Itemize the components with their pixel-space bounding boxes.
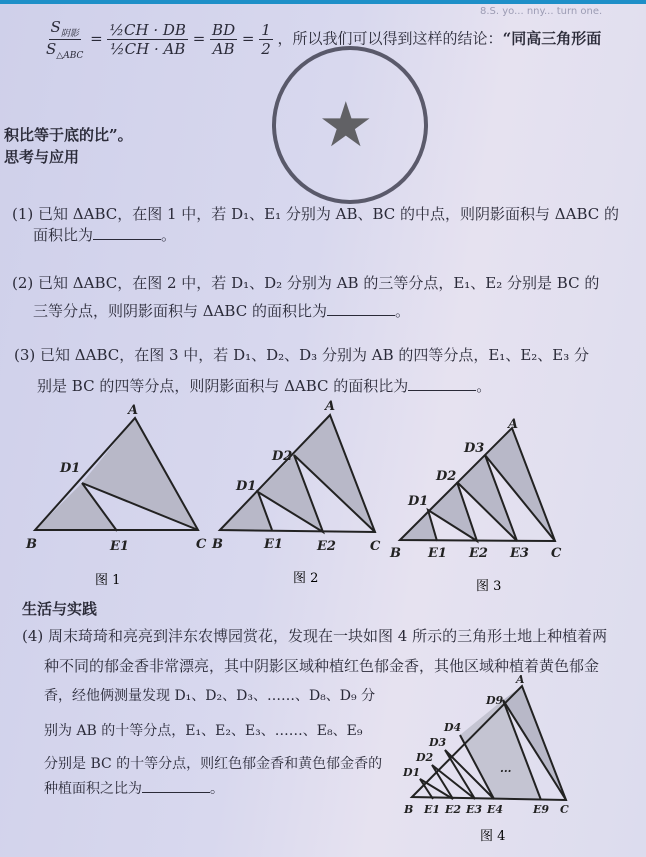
answer-blank[interactable]: [142, 780, 210, 793]
numerator: 1: [261, 21, 271, 39]
numerator: BD: [212, 21, 236, 39]
label-d2: D2: [436, 469, 457, 484]
label-a: A: [325, 399, 336, 414]
label-e2: E2: [469, 546, 488, 561]
question-4-line: 种不同的郁金香非常漂亮，其中阴影区域种植红色郁金香，其他区域种植着黄色郁金: [44, 657, 600, 675]
period: 。: [476, 377, 492, 395]
label-d1: D1: [403, 766, 421, 779]
label-a: A: [516, 673, 525, 686]
question-1: (1) 已知 ΔABC，在图 1 中，若 D₁、E₁ 分别为 AB、BC 的中点，则阴影面积与 ΔABC 的: [12, 205, 619, 223]
label-c: C: [196, 537, 207, 552]
label-e1: E1: [424, 803, 441, 816]
period: 。: [210, 781, 224, 797]
label-b: B: [26, 537, 37, 552]
label-e2: E2: [317, 539, 336, 554]
s-symbol: S: [50, 18, 61, 36]
label-e1: E1: [428, 546, 447, 561]
label-b: B: [404, 803, 414, 816]
conclusion-quote-end: 积比等于底的比”。: [4, 126, 133, 144]
label-e3: E3: [510, 546, 529, 561]
question-text: 种植面积之比为: [44, 781, 142, 797]
question-4: (4) 周末琦琦和亮亮到沣东农博园赏花，发现在一块如图 4 所示的三角形土地上种植着两: [22, 627, 608, 645]
section-title: 思考与应用: [4, 148, 80, 166]
label-e1: E1: [264, 537, 283, 552]
label-d3: D3: [464, 441, 485, 456]
label-e1: E1: [110, 539, 129, 554]
intro-text: ，所以我们可以得到这样的结论：: [277, 29, 503, 48]
label-c: C: [560, 803, 569, 816]
label-e4: E4: [487, 803, 504, 816]
label-e2: E2: [445, 803, 462, 816]
label-d1: D1: [236, 479, 257, 494]
question-4-answer: [44, 778, 224, 798]
label-b: B: [212, 537, 223, 552]
figure-1-caption: 图 1: [95, 573, 121, 588]
question-text: 面积比为: [33, 226, 94, 244]
period: 。: [161, 226, 177, 244]
label-a: A: [508, 417, 519, 432]
figure-4-caption: 图 4: [480, 829, 506, 844]
fig3-shaded: [400, 510, 437, 541]
period: 。: [394, 302, 410, 320]
question-4-line: 香，经他俩测量发现 D₁、D₂、D₃、……、D₈、D₉ 分: [44, 688, 376, 704]
label-a: A: [128, 403, 139, 418]
question-2: (2) 已知 ΔABC，在图 2 中，若 D₁、D₂ 分别为 AB 的三等分点，E₁、E₂ 分别是 BC 的: [12, 274, 600, 292]
question-text: 别是 BC 的四等分点，则阴影面积与 ΔABC 的面积比为: [37, 377, 409, 395]
label-d3: D3: [429, 736, 447, 749]
shaded-sub: 阴影: [60, 29, 79, 39]
label-e3: E3: [466, 803, 483, 816]
formula: $\frac{S_{阴影}}{S_{\triangle ABC}}$ = $\frac{\text{½CH · DB}}{\text{½CH · AB}}$ = $\frac{BD}{AB}$ = $\frac{1}{2}$ ，所以我们可以得到这样的结论：“同高三角形面: [46, 18, 602, 61]
star-icon: ★: [318, 88, 374, 161]
denominator: 2: [261, 40, 271, 58]
denominator: ½CH · AB: [110, 40, 186, 58]
label-c: C: [551, 546, 562, 561]
label-b: B: [390, 546, 401, 561]
figure-3-caption: 图 3: [476, 579, 502, 594]
label-d1: D1: [408, 494, 429, 509]
label-d2: D2: [272, 449, 293, 464]
label-e9: E9: [533, 803, 550, 816]
label-d1: D1: [60, 461, 81, 476]
numerator: ½CH · DB: [109, 21, 186, 39]
bleed-through-text: 8.S. yo... nny... turn one.: [480, 6, 603, 17]
label-d4: D4: [444, 721, 462, 734]
label-d9: D9: [486, 694, 504, 707]
denominator: AB: [212, 40, 235, 58]
ellipsis: ...: [500, 762, 512, 775]
label-c: C: [370, 539, 381, 554]
question-4-line: 分别是 BC 的十等分点，则红色郁金香和黄色郁金香的: [44, 756, 383, 772]
abc-sub: △ABC: [56, 51, 84, 61]
figure-2-caption: 图 2: [293, 571, 319, 586]
question-4-line: 别为 AB 的十等分点，E₁、E₂、E₃、……、E₈、E₉: [44, 723, 363, 739]
section-title: 生活与实践: [22, 600, 98, 618]
question-3: (3) 已知 ΔABC，在图 3 中，若 D₁、D₂、D₃ 分别为 AB 的四等分点，E₁、E₂、E₃ 分: [14, 346, 590, 364]
s-symbol: S: [46, 40, 57, 58]
label-d2: D2: [416, 751, 434, 764]
question-text: 三等分点，则阴影面积与 ΔABC 的面积比为: [33, 302, 327, 320]
conclusion-quote: “同高三角形面: [502, 29, 602, 48]
